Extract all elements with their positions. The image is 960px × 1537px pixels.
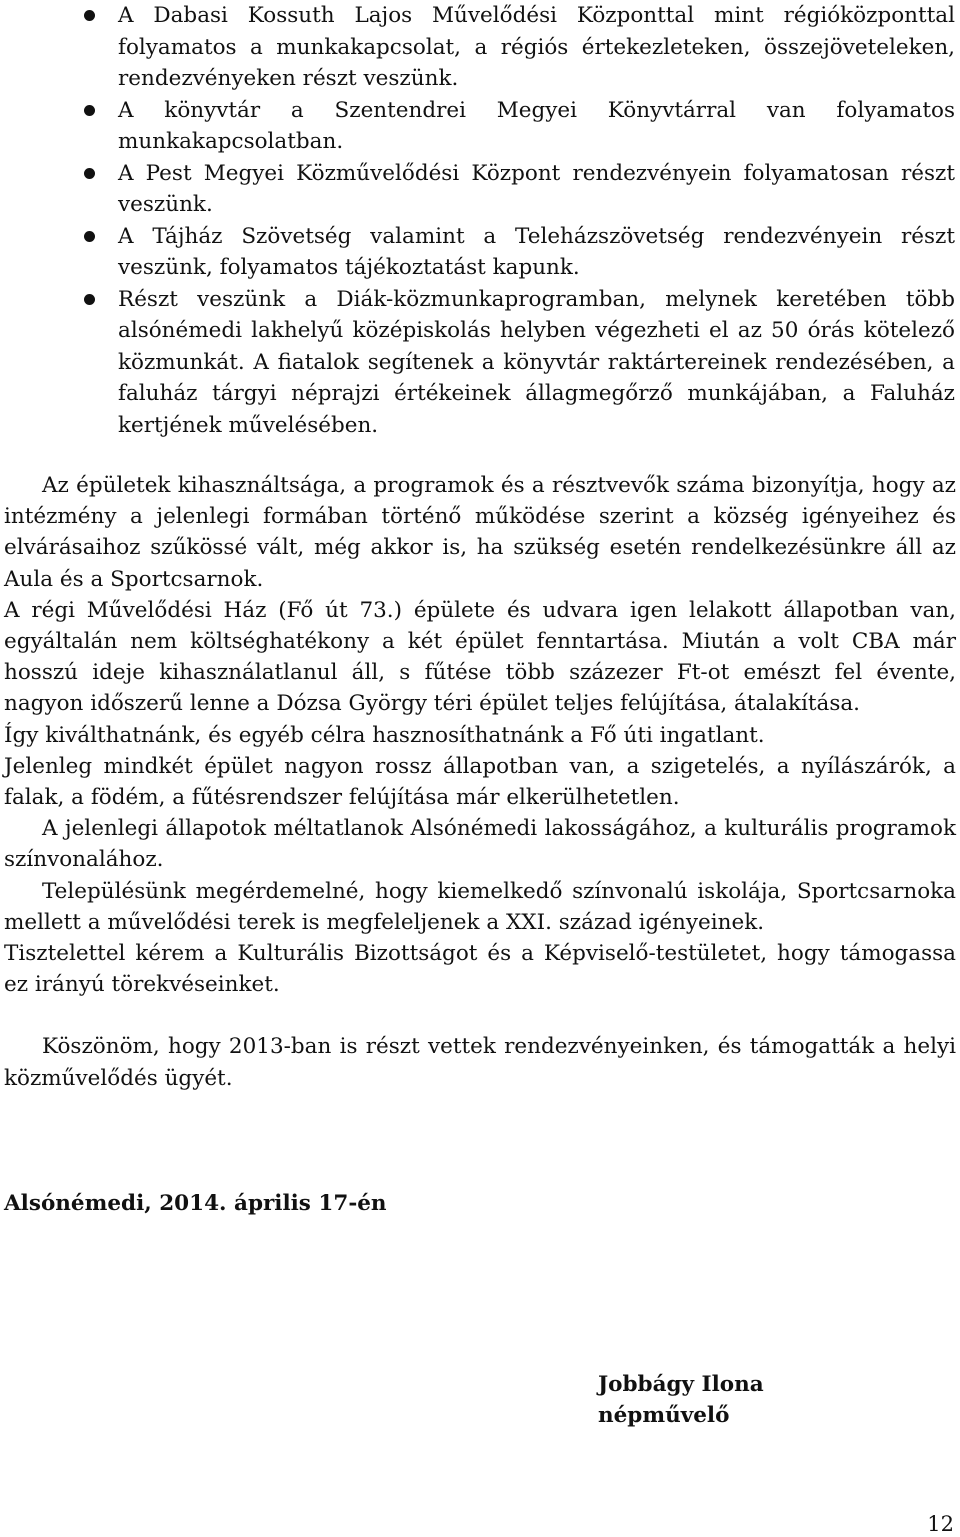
paragraph-usage: Az épületek kihasználtsága, a programok és a résztvevők száma bizonyítja, hogy az intézmény a jelenlegi formában történő működése szerint a község igényeihez és elvárásaihoz szűkössé vált, még akkor is, ha szükség esetén rendelkezésünkre áll az Aula és a Sportcsarnok. — [4, 473, 956, 592]
bullet-list — [0, 0, 960, 441]
bullet-item — [0, 284, 960, 442]
bullet-icon — [84, 294, 95, 305]
bullet-item — [0, 0, 960, 95]
spacer — [4, 1000, 956, 1031]
bullet-text: A Pest Megyei Közművelődési Központ rendezvényein folyamatosan részt veszünk. — [118, 160, 955, 217]
paragraph-condition: Jelenleg mindkét épület nagyon rossz állapotban van, a szigetelés, a nyílászárók, a falak, a födém, a fűtésrendszer felújítása már elkerülhetetlen. — [4, 753, 956, 811]
bullet-icon — [84, 168, 95, 179]
bullet-icon — [84, 231, 95, 242]
paragraph-unworthy: A jelenlegi állapotok méltatlanok Alsónémedi lakosságához, a kulturális programok színvonalához. — [4, 816, 956, 873]
bullet-item — [0, 221, 960, 284]
bullet-icon — [84, 105, 95, 116]
paragraph-request: Tisztelettel kérem a Kulturális Bizottságot és a Képviselő-testületet, hogy támogassa ez irányú törekvéseinket. — [4, 941, 956, 998]
signer-name: Jobbágy Ilona — [598, 1372, 764, 1397]
bullet-text: A Tájház Szövetség valamint a Teleházszövetség rendezvényein részt veszünk, folyamatos tájékoztatást kapunk. — [118, 223, 955, 280]
paragraph-deserve: Településünk megérdemelné, hogy kiemelkedő színvonalú iskolája, Sportcsarnoka mellett a művelődési terek is megfeleljenek a XXI. század igényeinek. — [4, 878, 956, 935]
signature-block — [598, 1369, 764, 1431]
bullet-item — [0, 95, 960, 158]
page-number: 12 — [927, 1512, 954, 1536]
paragraph-thanks: Köszönöm, hogy 2013-ban is részt vettek rendezvényeinken, és támogatták a helyi közművelődés ügyét. — [4, 1034, 956, 1091]
paragraph-replace: Így kiválthatnánk, és egyéb célra hasznosíthatnánk a Fő úti ingatlant. — [4, 722, 765, 748]
place-date: Alsónémedi, 2014. április 17-én — [4, 1191, 387, 1216]
bullet-icon — [84, 10, 95, 21]
signer-title: népművelő — [598, 1403, 730, 1428]
bullet-text: A könyvtár a Szentendrei Megyei Könyvtárral van folyamatos munkakapcsolatban. — [118, 97, 955, 154]
body-text — [4, 470, 956, 1094]
bullet-text: Részt veszünk a Diák-közmunkaprogramban, melynek keretében több alsónémedi lakhelyű középiskolás helyben végezheti el az 50 órás kötelező közmunkát. A fiatalok segítenek a könyvtár raktártereinek rendezésében, a faluház tárgyi néprajzi értékeinek állagmegőrző munkájában, a Faluház kertjének művelésében. — [118, 286, 955, 438]
bullet-text: A Dabasi Kossuth Lajos Művelődési Központtal mint régióközponttal folyamatos a munkakapcsolat, a régiós értekezleteken, összejöveteleken, rendezvényeken részt veszünk. — [118, 3, 955, 91]
paragraph-old-house: A régi Művelődési Ház (Fő út 73.) épülete és udvara igen lelakott állapotban van, egyáltalán nem költséghatékony a két épület fenntartása. Miután a volt CBA már hosszú ideje kihasználatlanul áll, s fűtése több százezer Ft-ot emészt fel évente, nagyon időszerű lenne a Dózsa György téri épület teljes felújítása, átalakítása. — [4, 597, 956, 717]
bullet-item — [0, 158, 960, 221]
